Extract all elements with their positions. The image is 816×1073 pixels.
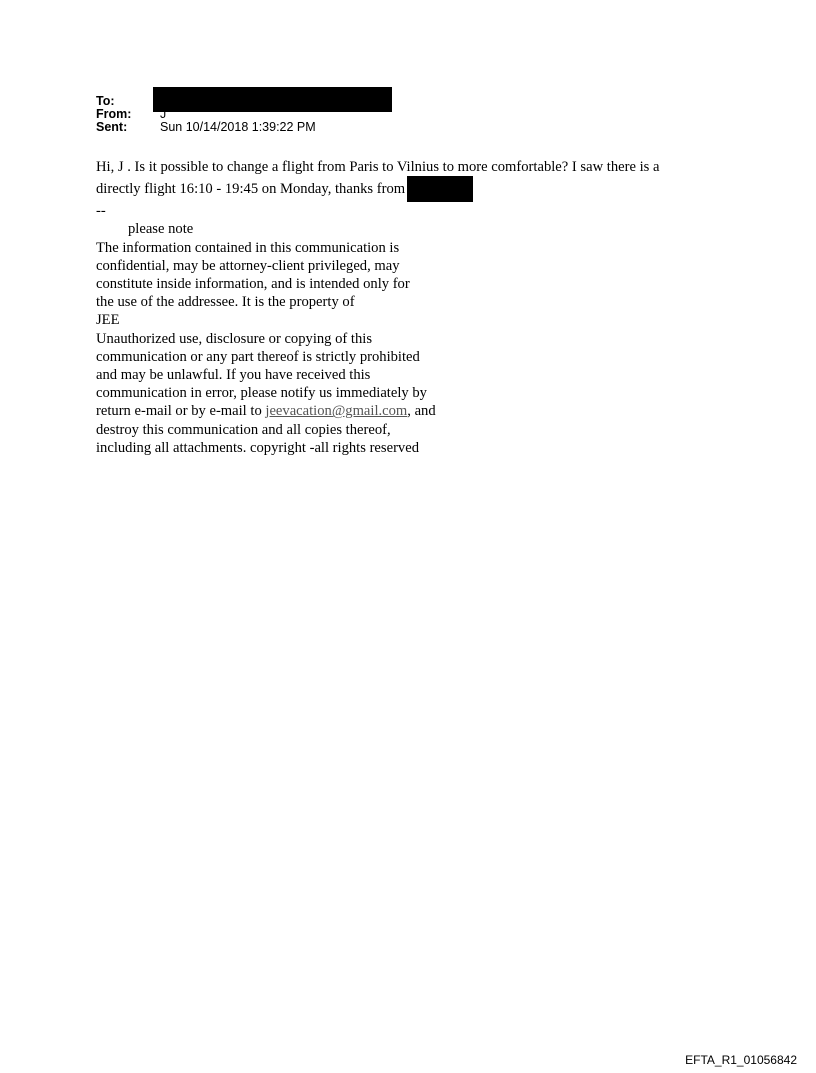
disclaimer-line: confidential, may be attorney-client privileged, may: [96, 257, 400, 274]
redaction-bar-sender: [407, 176, 473, 202]
disclaimer-line: constitute inside information, and is intended only for: [96, 276, 410, 293]
from-value: J: [160, 107, 167, 121]
disclaimer-line: and may be unlawful. If you have received this: [96, 367, 371, 384]
email-body: [96, 158, 726, 457]
email-link[interactable]: jeevacation@gmail.com: [265, 403, 408, 420]
return-prefix: return e-mail or by e-mail to: [96, 403, 266, 420]
to-label: To:: [96, 94, 115, 108]
message-line-2: [96, 176, 726, 202]
disclaimer-line: communication in error, please notify us immediately by: [96, 385, 427, 402]
return-suffix: , and: [407, 403, 436, 420]
disclaimer-line: JEE: [96, 312, 120, 329]
disclaimer-line-email: [96, 402, 476, 420]
disclaimer-line: Unauthorized use, disclosure or copying of this: [96, 330, 373, 347]
disclaimer: [96, 239, 476, 457]
closing-line: including all attachments. copyright -all rights reserved: [96, 439, 419, 456]
sent-value: Sun 10/14/2018 1:39:22 PM: [160, 120, 316, 134]
sent-label: Sent:: [96, 120, 128, 134]
disclaimer-line: the use of the addressee. It is the property of: [96, 294, 355, 311]
email-header: [96, 95, 316, 134]
disclaimer-line: communication or any part thereof is strictly prohibited: [96, 348, 420, 365]
disclaimer-line: The information contained in this communication is: [96, 239, 400, 256]
from-label: From:: [96, 107, 132, 121]
closing-line: destroy this communication and all copies thereof,: [96, 421, 391, 438]
message-line-2-text: directly flight 16:10 - 19:45 on Monday, thanks from: [96, 181, 406, 198]
signature-separator: --: [96, 203, 106, 220]
document-id: EFTA_R1_01056842: [685, 1053, 797, 1067]
please-note: please note: [128, 221, 194, 238]
message-line-1: Hi, J . Is it possible to change a flight from Paris to Vilnius to more comfortable? I saw there is a: [96, 159, 660, 175]
sent-row: [96, 121, 316, 134]
